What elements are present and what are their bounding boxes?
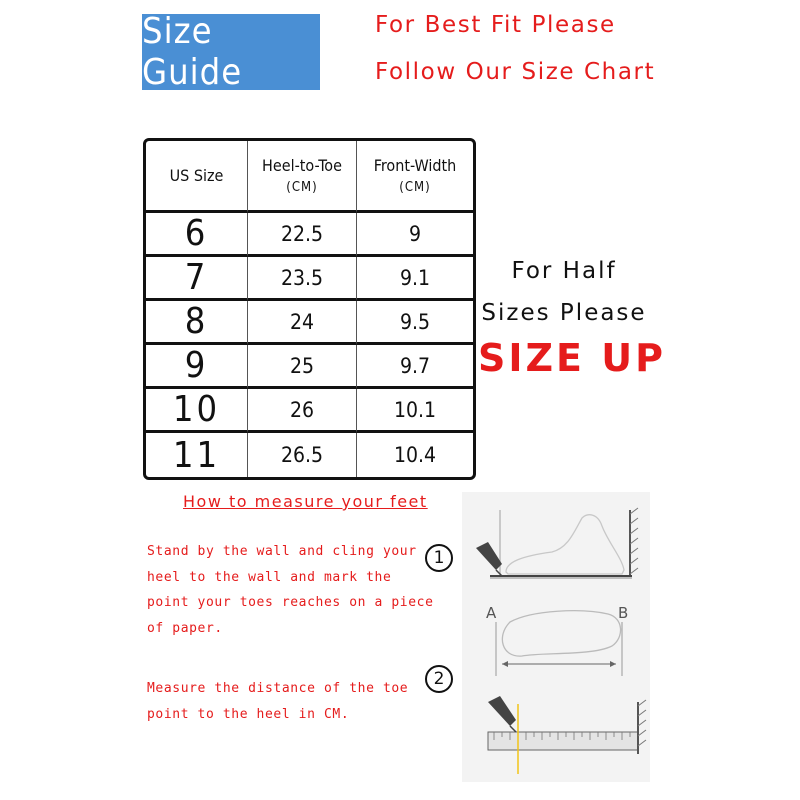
- header-heel-to-toe-label: Heel-to-Toe: [262, 155, 342, 175]
- fit-instruction-line-1: For Best Fit Please: [375, 12, 616, 38]
- us-size-cell: 11: [146, 433, 248, 477]
- us-size-cell: 6: [146, 213, 248, 257]
- how-to-measure-title: How to measure your feet: [183, 492, 428, 511]
- size-guide-badge: Size Guide: [142, 14, 320, 90]
- size-up-callout: SIZE UP: [478, 336, 666, 380]
- front-width-cell: 9.5: [357, 301, 473, 345]
- half-size-note-line-2: Sizes Please: [481, 300, 647, 326]
- heel-to-toe-cell: 26: [248, 389, 357, 433]
- header-front-width-unit: (CM): [399, 179, 431, 195]
- header-heel-to-toe: [248, 141, 357, 213]
- foot-measurement-illustration: [462, 492, 650, 782]
- half-size-note: [478, 250, 666, 382]
- point-b-label: B: [618, 604, 629, 622]
- header-us-size-label: US Size: [169, 165, 224, 185]
- us-size-cell: 7: [146, 257, 248, 301]
- front-width-cell: 10.4: [393, 443, 437, 467]
- header-heel-to-toe-unit: (CM): [286, 179, 318, 195]
- header-front-width: [357, 141, 473, 213]
- front-width-cell: 9.7: [357, 345, 473, 389]
- front-width-cell: 9: [357, 213, 473, 257]
- us-size-cell: 9: [146, 345, 248, 389]
- front-width-cell: 10.1: [357, 389, 473, 433]
- point-a-label: A: [486, 604, 497, 622]
- front-width-cell: 9.1: [357, 257, 473, 301]
- step-2-instructions: Measure the distance of the toe point to the heel in CM.: [147, 681, 409, 722]
- step-1-instructions: Stand by the wall and cling your heel to the wall and mark the point your toes reaches on a piece of paper.: [147, 544, 434, 636]
- step-2-number-badge: 2: [425, 665, 453, 693]
- heel-to-toe-cell: 23.5: [248, 257, 357, 301]
- heel-to-toe-cell: 24: [248, 301, 357, 345]
- fit-instruction-line-2: Follow Our Size Chart: [375, 59, 656, 85]
- us-size-cell: 8: [146, 301, 248, 345]
- heel-to-toe-cell: 26.5: [248, 433, 357, 477]
- size-chart-table: [143, 138, 476, 480]
- step-1-number-badge: 1: [425, 544, 453, 572]
- header-us-size: [146, 141, 248, 213]
- header-front-width-label: Front-Width: [373, 155, 457, 175]
- heel-to-toe-cell: 25: [248, 345, 357, 389]
- half-size-note-line-1: For Half: [511, 258, 617, 284]
- heel-to-toe-cell: 22.5: [248, 213, 357, 257]
- us-size-cell: 10: [146, 389, 248, 433]
